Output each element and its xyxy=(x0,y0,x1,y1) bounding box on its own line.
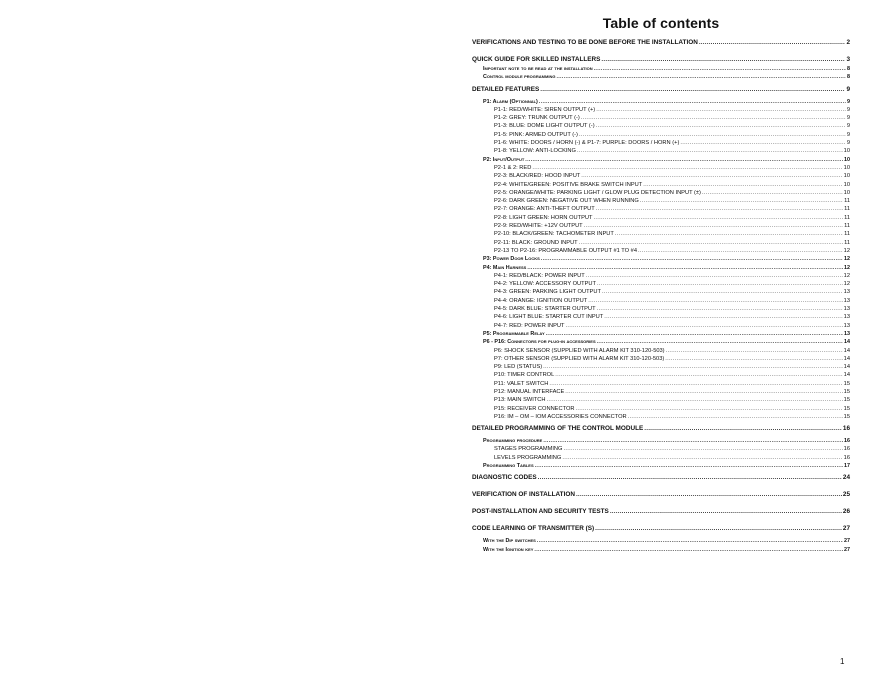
toc-entry-page: 27 xyxy=(844,538,850,545)
toc-entry-page: 9 xyxy=(847,98,850,105)
toc-entry-level-3[interactable] xyxy=(472,239,850,247)
toc-entry-level-2[interactable] xyxy=(472,330,850,338)
toc-entry-label: Important note to be read at the installation xyxy=(483,66,593,72)
toc-entry-page: 9 xyxy=(846,140,850,147)
toc-entry-page: 12 xyxy=(843,272,850,279)
toc-entry-level-3[interactable] xyxy=(472,371,850,379)
toc-entry-label: P11: VALET SWITCH xyxy=(494,380,549,387)
toc-spacer xyxy=(472,517,850,524)
toc-dot-leader xyxy=(576,405,843,413)
toc-entry-level-3[interactable] xyxy=(472,413,850,421)
toc-dot-leader xyxy=(699,38,846,48)
toc-entry-page: 16 xyxy=(843,446,850,453)
toc-dot-leader xyxy=(541,255,843,263)
toc-entry-level-3[interactable] xyxy=(472,205,850,213)
toc-entry-label: CODE LEARNING OF TRANSMITTER (S) xyxy=(472,525,595,533)
toc-entry-level-2[interactable] xyxy=(472,98,850,106)
toc-dot-leader xyxy=(540,85,845,95)
toc-entry-label: P4-5: DARK BLUE: STARTER OUTPUT xyxy=(494,306,596,313)
toc-entry-level-3[interactable] xyxy=(472,347,850,355)
toc-entry-label: P6: SHOCK SENSOR (SUPPLIED WITH ALARM KIT 310-120-503) xyxy=(494,347,665,354)
toc-entry-label: P4-2: YELLOW: ACCESSORY OUTPUT xyxy=(494,281,596,288)
toc-entry-label: Control module programming xyxy=(483,74,556,81)
toc-entry-level-2[interactable] xyxy=(472,156,850,164)
toc-entry-label: P13: MAIN SWITCH xyxy=(494,397,546,404)
toc-entry-level-3[interactable] xyxy=(472,139,850,147)
toc-entry-level-3[interactable] xyxy=(472,214,850,222)
toc-dot-leader xyxy=(597,305,843,313)
toc-entry-level-3[interactable] xyxy=(472,172,850,180)
toc-entry-page: 10 xyxy=(843,189,850,196)
toc-entry-page: 9 xyxy=(846,85,850,93)
toc-entry-label: With the Ignition key xyxy=(483,546,534,553)
toc-entry-level-2[interactable] xyxy=(472,65,850,73)
toc-entry-page: 14 xyxy=(843,355,850,362)
toc-entry-label: P2-9: RED/WHITE: +12V OUTPUT xyxy=(494,223,583,230)
toc-entry-page: 12 xyxy=(843,281,850,288)
toc-dot-leader xyxy=(601,55,845,65)
toc-entry-label: Programming procedure xyxy=(483,438,543,445)
toc-entry-label: VERIFICATIONS AND TESTING TO BE DONE BEFORE THE INSTALLATION xyxy=(472,39,698,46)
toc-entry-page: 12 xyxy=(843,247,850,254)
toc-entry-page: 10 xyxy=(843,181,850,188)
toc-dot-leader xyxy=(702,189,843,197)
toc-dot-leader xyxy=(579,131,846,139)
toc-entry-label: P9: LED (STATUS) xyxy=(494,364,543,371)
toc-entry-label: DIAGNOSTIC CODES xyxy=(472,474,537,482)
toc-entry-page: 10 xyxy=(844,156,850,163)
toc-entry-label: P1-8: YELLOW: ANTI-LOCKING xyxy=(494,148,576,155)
toc-entry-level-1[interactable] xyxy=(472,473,850,483)
toc-dot-leader xyxy=(594,214,844,222)
toc-dot-leader xyxy=(604,313,842,321)
toc-entry-page: 9 xyxy=(846,115,850,122)
page-number: 1 xyxy=(840,657,845,666)
toc-dot-leader xyxy=(596,205,843,213)
toc-entry-page: 14 xyxy=(843,347,850,354)
toc-entry-level-2[interactable] xyxy=(472,462,850,470)
toc-entry-page: 15 xyxy=(843,413,850,420)
toc-entry-level-2[interactable] xyxy=(472,338,850,346)
toc-dot-leader xyxy=(584,222,843,230)
toc-entry-page: 11 xyxy=(844,214,850,221)
toc-entry-label: P2-5: ORANGE/WHITE: PARKING LIGHT / GLOW PLUG DETECTION INPUT (±) xyxy=(494,189,701,196)
toc-entry-label: P4-7: RED: POWER INPUT xyxy=(494,322,565,329)
toc-dot-leader xyxy=(565,322,842,330)
toc-dot-leader xyxy=(534,546,843,554)
toc-entry-page: 11 xyxy=(844,198,850,205)
toc-entry-level-3[interactable] xyxy=(472,122,850,130)
toc-dot-leader xyxy=(665,355,842,363)
toc-entry-page: 24 xyxy=(842,474,850,482)
toc-entry-label: P1-2: GREY: TRUNK OUTPUT (-) xyxy=(494,115,580,122)
toc-entry-label: P10: TIMER CONTROL xyxy=(494,372,555,379)
toc-entry-page: 9 xyxy=(846,123,850,130)
toc-entry-label: P1-1: RED/WHITE: SIREN OUTPUT (+) xyxy=(494,106,596,113)
toc-dot-leader xyxy=(680,139,845,147)
toc-entry-label: With the Dip switches xyxy=(483,538,536,545)
toc-entry-page: 12 xyxy=(844,256,850,263)
toc-entry-label: P2-13 TO P2-16: PROGRAMMABLE OUTPUT #1 TO #4 xyxy=(494,247,637,254)
toc-entry-page: 26 xyxy=(842,508,850,516)
toc-entry-page: 25 xyxy=(842,491,850,499)
toc-dot-leader xyxy=(615,230,843,238)
toc-entry-page: 13 xyxy=(843,297,850,304)
toc-entry-label: P1-3: BLUE: DOME LIGHT OUTPUT (-) xyxy=(494,123,595,130)
toc-dot-leader xyxy=(565,388,842,396)
toc-dot-leader xyxy=(525,156,843,164)
toc-entry-page: 9 xyxy=(846,131,850,138)
toc-dot-leader xyxy=(597,338,843,346)
toc-entry-label: P5: Programmable Relay xyxy=(483,330,545,337)
toc-dot-leader xyxy=(602,288,843,296)
toc-dot-leader xyxy=(546,330,843,338)
toc-dot-leader xyxy=(535,462,843,470)
toc-entry-level-3[interactable] xyxy=(472,272,850,280)
toc-entry-page: 3 xyxy=(846,56,850,63)
toc-entry-page: 8 xyxy=(847,74,850,81)
toc-dot-leader xyxy=(543,437,843,445)
toc-entry-level-3[interactable] xyxy=(472,280,850,288)
toc-entry-level-1[interactable] xyxy=(472,424,850,434)
toc-entry-label: DETAILED FEATURES xyxy=(472,85,540,93)
toc-entry-page: 11 xyxy=(844,231,850,238)
toc-entry-label: POST-INSTALLATION AND SECURITY TESTS xyxy=(472,508,609,516)
toc-entry-label: LEVELS PROGRAMMING xyxy=(494,454,562,461)
toc-entry-level-3[interactable] xyxy=(472,131,850,139)
toc-entry-level-1[interactable] xyxy=(472,55,850,65)
toc-spacer xyxy=(472,48,850,55)
toc-entry-page: 12 xyxy=(844,264,850,271)
toc-dot-leader xyxy=(644,424,842,434)
toc-dot-leader xyxy=(539,98,846,106)
toc-entry-level-2[interactable] xyxy=(472,255,850,263)
toc-entry-page: 15 xyxy=(843,397,850,404)
toc-dot-leader xyxy=(628,413,843,421)
toc-dot-leader xyxy=(596,106,846,114)
toc-entry-page: 16 xyxy=(842,425,850,433)
toc-dot-leader xyxy=(549,380,842,388)
toc-entry-level-3[interactable] xyxy=(472,405,850,413)
table-of-contents xyxy=(472,38,850,554)
toc-spacer xyxy=(472,483,850,490)
toc-entry-level-3[interactable] xyxy=(472,164,850,172)
toc-entry-label: Programming Tables xyxy=(483,463,534,470)
toc-entry-label: P4-4: ORANGE: IGNITION OUTPUT xyxy=(494,297,588,304)
toc-entry-label: P2-8: LIGHT GREEN: HORN OUTPUT xyxy=(494,214,593,221)
toc-entry-page: 8 xyxy=(847,66,850,72)
toc-entry-level-3[interactable] xyxy=(472,305,850,313)
toc-dot-leader xyxy=(547,396,843,404)
toc-entry-page: 27 xyxy=(844,546,850,553)
toc-entry-label: P1-5: PINK: ARMED OUTPUT (-) xyxy=(494,131,578,138)
toc-entry-label: P16: IM – OM – IOM ACCESSORIES CONNECTOR xyxy=(494,413,627,420)
toc-entry-label: P12: MANUAL INTERFACE xyxy=(494,388,565,395)
toc-entry-level-1[interactable] xyxy=(472,38,850,48)
toc-entry-page: 11 xyxy=(844,239,850,246)
toc-entry-label: P2-11: BLACK: GROUND INPUT xyxy=(494,239,578,246)
toc-entry-level-3[interactable] xyxy=(472,247,850,255)
toc-entry-level-3[interactable] xyxy=(472,297,850,305)
toc-entry-page: 15 xyxy=(843,405,850,412)
toc-entry-level-3[interactable] xyxy=(472,230,850,238)
toc-entry-level-3[interactable] xyxy=(472,363,850,371)
toc-entry-level-3[interactable] xyxy=(472,189,850,197)
toc-entry-level-1[interactable] xyxy=(472,85,850,95)
toc-entry-level-3[interactable] xyxy=(472,388,850,396)
toc-entry-level-3[interactable] xyxy=(472,181,850,189)
toc-entry-level-1[interactable] xyxy=(472,507,850,517)
toc-entry-label: P2-6: DARK GREEN: NEGATIVE OUT WHEN RUNNING xyxy=(494,198,639,205)
toc-entry-page: 14 xyxy=(843,364,850,371)
toc-entry-page: 15 xyxy=(843,380,850,387)
toc-dot-leader xyxy=(527,264,843,272)
toc-entry-label: P2-3: BLACK/RED: HOOD INPUT xyxy=(494,173,581,180)
toc-entry-label: P4-1: RED/BLACK: POWER INPUT xyxy=(494,272,585,279)
toc-dot-leader xyxy=(640,197,843,205)
toc-entry-page: 15 xyxy=(843,388,850,395)
toc-dot-leader xyxy=(586,272,843,280)
toc-entry-page: 2 xyxy=(846,39,850,46)
toc-entry-label: P2-1 & 2: RED xyxy=(494,164,532,171)
toc-entry-page: 13 xyxy=(843,322,850,329)
toc-entry-label: P4: Main Harness xyxy=(483,264,527,271)
toc-entry-page: 13 xyxy=(843,306,850,313)
toc-entry-page: 9 xyxy=(846,106,850,113)
toc-dot-leader xyxy=(610,507,842,517)
toc-entry-page: 17 xyxy=(844,463,850,470)
toc-entry-page: 10 xyxy=(843,173,850,180)
toc-entry-level-3[interactable] xyxy=(472,380,850,388)
toc-entry-level-3[interactable] xyxy=(472,197,850,205)
toc-entry-level-3[interactable] xyxy=(472,355,850,363)
toc-dot-leader xyxy=(643,181,842,189)
toc-entry-level-3[interactable] xyxy=(472,322,850,330)
toc-entry-level-3[interactable] xyxy=(472,313,850,321)
toc-entry-level-3[interactable] xyxy=(472,114,850,122)
toc-entry-label: P3: Power Door Locks xyxy=(483,256,540,263)
toc-dot-leader xyxy=(538,473,842,483)
toc-entry-level-3[interactable] xyxy=(472,106,850,114)
page-title: Table of contents xyxy=(602,15,720,31)
toc-entry-level-3[interactable] xyxy=(472,147,850,155)
toc-dot-leader xyxy=(638,247,843,255)
toc-dot-leader xyxy=(594,65,846,73)
toc-entry-page: 27 xyxy=(842,525,850,533)
toc-dot-leader xyxy=(563,445,842,453)
toc-entry-page: 13 xyxy=(844,330,850,337)
toc-entry-level-2[interactable] xyxy=(472,437,850,445)
toc-entry-label: P4-3: GREEN: PARKING LIGHT OUTPUT xyxy=(494,289,601,296)
toc-entry-page: 14 xyxy=(843,372,850,379)
toc-entry-level-1[interactable] xyxy=(472,490,850,500)
toc-entry-page: 13 xyxy=(843,289,850,296)
toc-entry-page: 13 xyxy=(843,314,850,321)
toc-dot-leader xyxy=(576,490,842,500)
toc-spacer xyxy=(472,500,850,507)
toc-entry-level-3[interactable] xyxy=(472,222,850,230)
toc-entry-level-2[interactable] xyxy=(472,73,850,81)
toc-dot-leader xyxy=(595,524,842,534)
toc-entry-label: P7: OTHER SENSOR (SUPPLIED WITH ALARM KIT 310-120-503) xyxy=(494,355,665,362)
toc-entry-level-3[interactable] xyxy=(472,445,850,453)
toc-dot-leader xyxy=(597,280,843,288)
toc-entry-page: 10 xyxy=(843,148,850,155)
toc-dot-leader xyxy=(579,239,843,247)
toc-entry-label: P15: RECEIVER CONNECTOR xyxy=(494,405,575,412)
toc-entry-page: 10 xyxy=(843,164,850,171)
toc-entry-label: P6 - P16: Connectors for plug-in accessories xyxy=(483,339,596,346)
toc-entry-level-2[interactable] xyxy=(472,264,850,272)
toc-entry-page: 14 xyxy=(844,339,850,346)
toc-dot-leader xyxy=(581,114,846,122)
toc-entry-label: P2-7: ORANGE: ANTI-THEFT OUTPUT xyxy=(494,206,595,213)
toc-entry-label: P2: Input/Output xyxy=(483,156,525,163)
toc-dot-leader xyxy=(581,172,842,180)
toc-entry-label: STAGES PROGRAMMING xyxy=(494,446,563,453)
toc-entry-label: QUICK GUIDE FOR SKILLED INSTALLERS xyxy=(472,56,601,63)
toc-dot-leader xyxy=(556,73,846,81)
toc-entry-label: P1: Alarm (Optionnal) xyxy=(483,98,538,105)
toc-dot-leader xyxy=(588,297,842,305)
toc-entry-level-1[interactable] xyxy=(472,524,850,534)
toc-entry-label: DETAILED PROGRAMMING OF THE CONTROL MODULE xyxy=(472,425,644,433)
toc-entry-page: 11 xyxy=(844,206,850,213)
toc-dot-leader xyxy=(577,147,843,155)
toc-entry-level-3[interactable] xyxy=(472,396,850,404)
toc-entry-level-3[interactable] xyxy=(472,288,850,296)
toc-entry-label: P4-6: LIGHT BLUE: STARTER CUT INPUT xyxy=(494,314,604,321)
toc-dot-leader xyxy=(596,122,846,130)
toc-entry-page: 16 xyxy=(844,438,850,445)
toc-entry-label: VERIFICATION OF INSTALLATION xyxy=(472,491,575,499)
toc-entry-page: 11 xyxy=(844,223,850,230)
toc-dot-leader xyxy=(666,347,843,355)
toc-entry-level-3[interactable] xyxy=(472,454,850,462)
toc-entry-label: P2-4: WHITE/GREEN: POSITIVE BRAKE SWITCH INPUT xyxy=(494,181,643,188)
toc-dot-leader xyxy=(555,371,842,379)
toc-entry-page: 16 xyxy=(843,454,850,461)
toc-entry-level-2[interactable] xyxy=(472,546,850,554)
toc-entry-level-2[interactable] xyxy=(472,537,850,545)
toc-dot-leader xyxy=(543,363,843,371)
toc-dot-leader xyxy=(562,454,842,462)
toc-entry-label: P1-6: WHITE: DOORS / HORN (-) & P1-7: PURPLE: DOORS / HORN (+) xyxy=(494,140,680,147)
toc-dot-leader xyxy=(537,537,843,545)
toc-entry-label: P2-10: BLACK/GREEN: TACHOMETER INPUT xyxy=(494,231,614,238)
toc-dot-leader xyxy=(532,164,842,172)
